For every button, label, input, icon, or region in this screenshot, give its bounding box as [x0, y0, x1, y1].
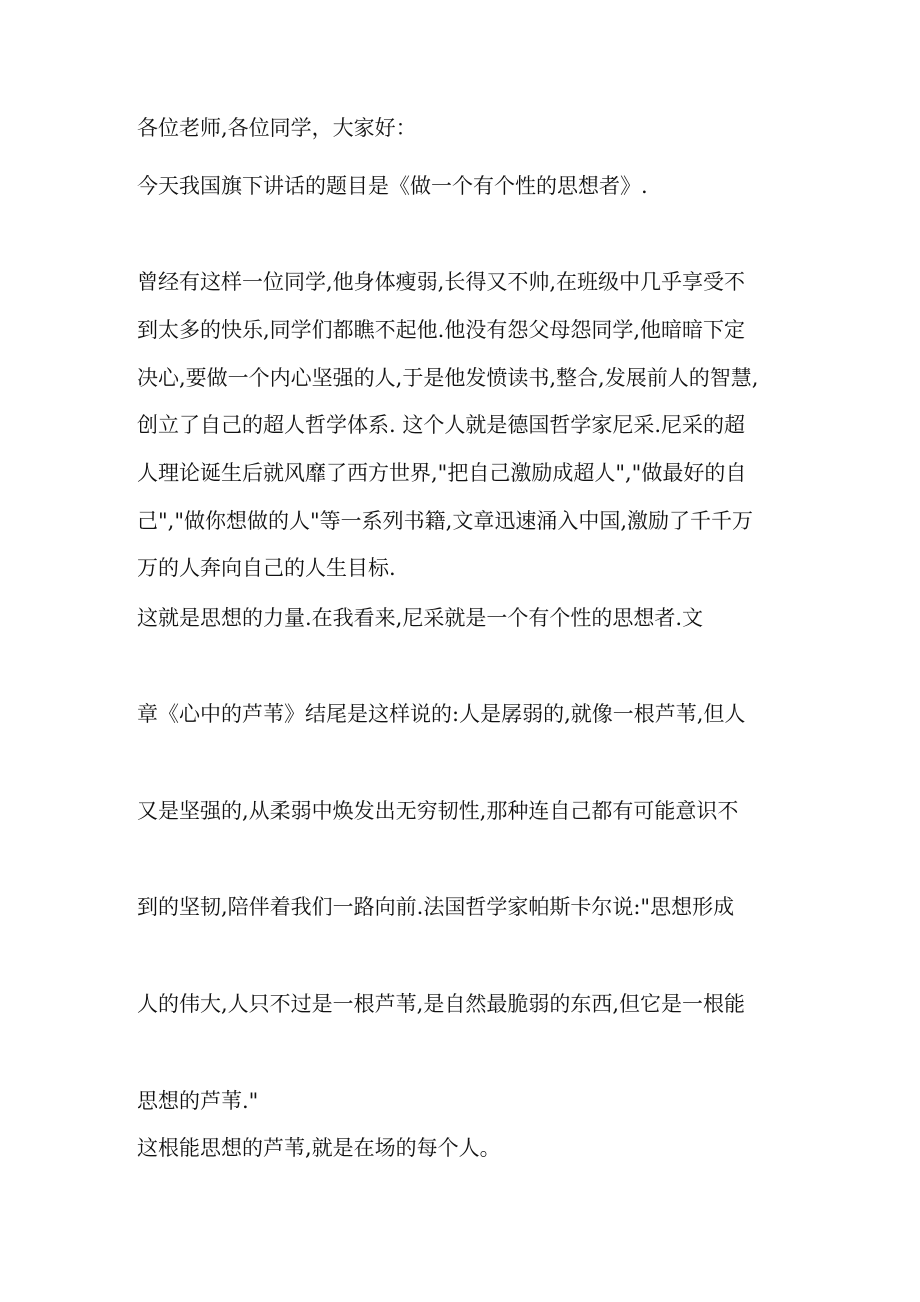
- paragraph2-line: 思想的芦苇.": [137, 1089, 259, 1113]
- paragraph1-line: 到太多的快乐,同学们都瞧不起他.他没有怨父母怨同学,他暗暗下定: [137, 318, 746, 342]
- paragraph1-line: 己","做你想做的人"等一系列书籍,文章迅速涌入中国,激励了千千万: [137, 509, 754, 533]
- intro-line: 今天我国旗下讲话的题目是《做一个有个性的思想者》.: [137, 174, 648, 198]
- paragraph2-line: 章《心中的芦苇》结尾是这样说的:人是孱弱的,就像一根芦苇,但人: [137, 702, 746, 726]
- paragraph1-line: 曾经有这样一位同学,他身体瘦弱,长得又不帅,在班级中几乎享受不: [137, 270, 746, 294]
- paragraph2-line: 到的坚韧,陪伴着我们一路向前.法国哲学家帕斯卡尔说:"思想形成: [137, 895, 735, 919]
- paragraph1-line: 万的人奔向自己的人生目标.: [137, 556, 396, 580]
- closing-line: 这根能思想的芦苇,就是在场的每个人。: [137, 1136, 501, 1160]
- paragraph1-line: 人理论诞生后就风靡了西方世界,"把自己激励成超人","做最好的自: [137, 461, 747, 485]
- paragraph2-line: 这就是思想的力量.在我看来,尼采就是一个有个性的思想者.文: [137, 606, 704, 630]
- paragraph2-line: 人的伟大,人只不过是一根芦苇,是自然最脆弱的东西,但它是一根能: [137, 992, 746, 1016]
- paragraph2-line: 又是坚强的,从柔弱中焕发出无穷韧性,那种连自己都有可能意识不: [137, 799, 739, 823]
- greeting-line: 各位老师,各位同学，大家好：: [137, 116, 417, 140]
- paragraph1-line: 决心,要做一个内心坚强的人,于是他发愤读书,整合,发展前人的智慧,: [137, 366, 759, 390]
- paragraph1-line: 创立了自己的超人哲学体系. 这个人就是德国哲学家尼采.尼采的超: [137, 413, 746, 437]
